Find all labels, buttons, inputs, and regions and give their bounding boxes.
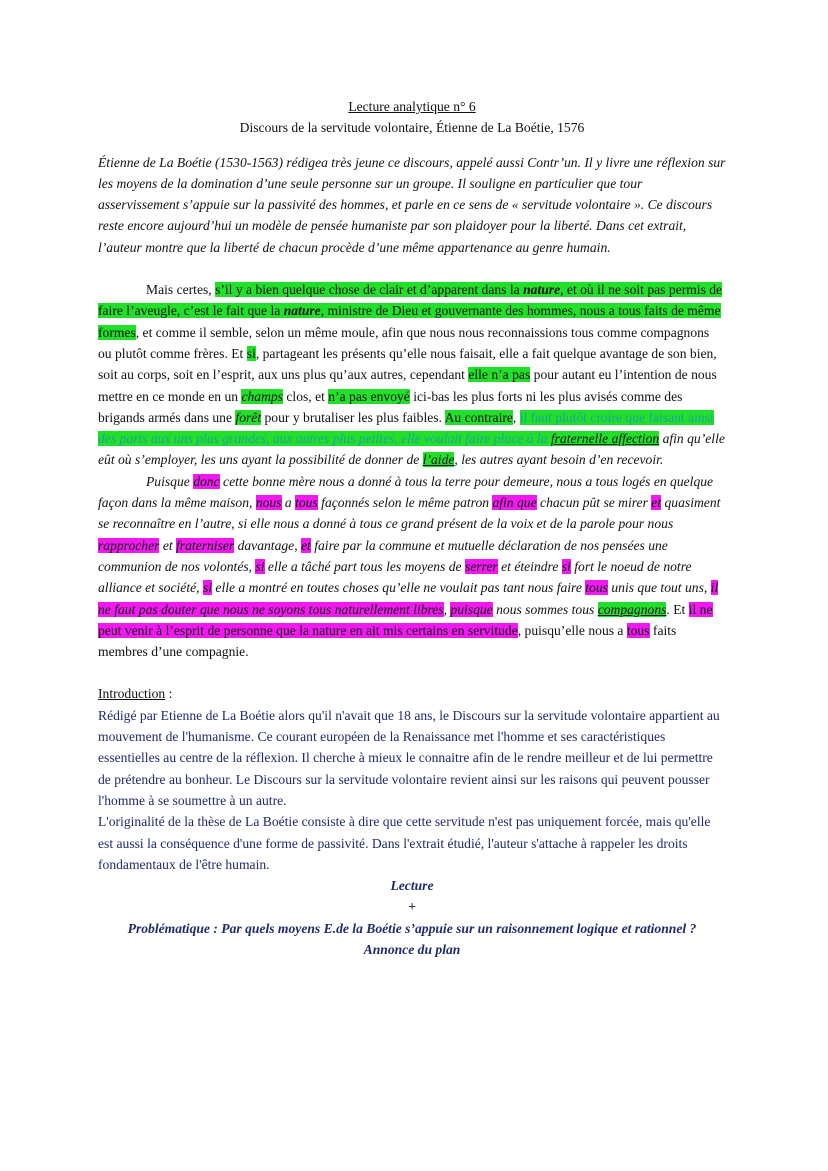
presentation-paragraph: Étienne de La Boétie (1530-1563) rédigea très jeune ce discours, appelé aussi Contr’un. Il y livre une réflexion sur les moyens de la domination d’une seule personne sur un groupe. Il souligne en particulier que tour asservissement s’appuie sur la passivité des hommes, et parle en ce sens de « servitude volontaire ». Ce discours reste encore aujourd’hui un modèle de pensée humaniste par son plaidoyer pour la liberté. Dans cet extrait, l’auteur montre que la liberté de chacun procède d’une même appartenance au genre humain.: [98, 154, 726, 255]
highlight-green-underlined: l’aide: [422, 452, 455, 468]
highlight-green-underlined: fraternelle affection: [550, 431, 660, 447]
excerpt-paragraph-1: Mais certes, s’il y a bien quelque chose de clair et d’apparent dans la nature, et où il ne soit pas permis de faire l’aveugle, c’est le fait que la nature, ministre de Dieu et gouvernante des hommes, nous a tous faits de même formes, et comme il semble, selon un même moule, afin que nous nous reconnaissions tous comme compagnons ou plutôt comme frères. Et si, partageant les présents qu’elle nous faisait, elle a fait quelque avantage de son bien, soit au corps, soit en l’esprit, aux uns plus qu’aux autres, cependant elle n’a pas pour autant eu l’intention de nous mettre en ce monde en un champs clos, et n’a pas envoyé ici-bas les plus forts ni les plus avisés comme des brigands armés dans une forêt pour y brutaliser les plus faibles. Au contraire, il faut plutôt croire que faisant ainsi des parts aux uns plus grandes, aux autres plus petites, elle voulait faire place à la fraternelle affection afin qu’elle eût où s’employer, les uns ayant la possibilité de donner de l’aide, les autres ayant besoin d’en recevoir.: [98, 282, 725, 468]
highlight-magenta: rapprocher: [98, 537, 160, 553]
highlight-green: , et où il ne soit pas permis de faire l’aveugle, c’est le fait que la: [98, 282, 723, 319]
highlight-magenta: tous: [585, 580, 608, 596]
highlight-magenta: il ne faut pas douter que nous ne soyons tous naturellement libres: [98, 580, 719, 617]
highlight-green-underlined: compagnons: [597, 601, 667, 617]
excerpt-paragraph-2: Puisque donc cette bonne mère nous a donné à tous la terre pour demeure, nous a tous logés en quelque façon dans la même maison, nous a tous façonnés selon le même patron afin que chacun pût se mirer et quasiment se reconnaître en l’autre, si elle nous a donné à tous ce grand présent de la voix et de la parole pour nous rapprocher et fraterniser davantage, et faire par la commune et mutuelle déclaration de nos pensées une communion de nos volontés, si elle a tâché part tous les moyens de serrer et éteindre si fort le noeud de notre alliance et société, si elle a montré en toutes choses qu’elle ne voulait pas tant nous faire tous unis que tout uns, il ne faut pas douter que nous ne soyons tous naturellement libres, puisque nous sommes tous compagnons. Et il ne peut venir à l’esprit de personne que la nature en ait mis certains en servitude, puisqu’elle nous a tous faits membres d’une compagnie.: [98, 473, 721, 660]
highlight-magenta: afin que: [492, 495, 537, 511]
excerpt-text: [98, 279, 726, 662]
highlight-green-keyword: nature: [523, 282, 561, 298]
highlight-green: elle n’a pas: [468, 367, 531, 383]
highlight-green-teal: des parts aux uns plus grandes, aux autres plus petites, elle voulait faire place à la: [98, 431, 551, 447]
lecture-heading: Lecture: [390, 878, 434, 894]
highlight-magenta: puisque: [450, 601, 493, 617]
highlight-magenta: tous: [626, 622, 650, 638]
document-subtitle: Discours de la servitude volontaire, Étienne de La Boétie, 1576: [239, 120, 585, 136]
highlight-green: Au contraire: [444, 409, 513, 425]
highlight-magenta: tous: [295, 495, 318, 511]
introduction-paragraph-2: L'originalité de la thèse de La Boétie consiste à dire que cette servitude n'est pas uniquement forcée, mais qu'elle est aussi la conséquence d'une forme de passivité. Dans l'extrait étudié, l'auteur s'attache à rappeler les droits fondamentaux de l'être humain.: [98, 814, 711, 872]
document-page: [98, 96, 726, 960]
problematique: Problématique : Par quels moyens E.de la Boétie s’appuie sur un raisonnement logique et rationnel ?: [127, 920, 697, 936]
header: [98, 96, 726, 117]
highlight-magenta: nous: [255, 495, 282, 511]
highlight-green-keyword: nature: [283, 303, 321, 319]
introduction-heading-line: Introduction :: [98, 686, 173, 702]
document-title: Lecture analytique n° 6: [348, 99, 476, 114]
highlight-magenta: et: [301, 537, 311, 553]
highlight-magenta: il ne peut venir à l’esprit de personne que la nature en ait mis certains en servitude: [98, 601, 713, 638]
plus-sign: +: [408, 899, 416, 915]
plan-section: [98, 875, 726, 960]
highlight-magenta: si: [255, 558, 265, 574]
annonce-du-plan: Annonce du plan: [363, 941, 461, 957]
highlight-green: , ministre de Dieu et gouvernante des hommes, nous a tous faits de même formes: [98, 303, 721, 340]
highlight-green: forêt: [235, 409, 262, 425]
highlight-magenta: et: [651, 495, 662, 511]
highlight-green: champs: [241, 388, 283, 404]
introduction-paragraph-1: Rédigé par Etienne de La Boétie alors qu'il n'avait que 18 ans, le Discours sur la servitude volontaire appartient au mouvement de l'humanisme. Ce courant européen de la Renaissance met l'homme et ses caractéristiques essentielles au centre de la réflexion. Il cherche à mieux le connaitre afin de le rendre meilleur et de lui permettre de prétendre au bonheur. Le Discours sur la servitude volontaire revient ainsi sur les raisons qui peuvent pousser l'homme à se soumettre à un autre.: [98, 707, 720, 808]
highlight-green-teal: il faut plutôt croire que faisant ainsi: [519, 409, 714, 425]
highlight-magenta: si: [202, 580, 213, 596]
highlight-green: n’a pas envoyé: [328, 388, 410, 404]
introduction-section: [98, 683, 726, 875]
highlight-magenta: serrer: [464, 558, 498, 574]
highlight-magenta: si: [561, 558, 571, 574]
highlight-magenta: fraterniser: [176, 537, 235, 553]
introduction-heading: Introduction: [98, 686, 166, 702]
highlight-green: s’il y a bien quelque chose de clair et d’apparent dans la: [215, 282, 524, 298]
highlight-magenta: donc: [193, 473, 220, 489]
highlight-green: si: [246, 345, 256, 361]
